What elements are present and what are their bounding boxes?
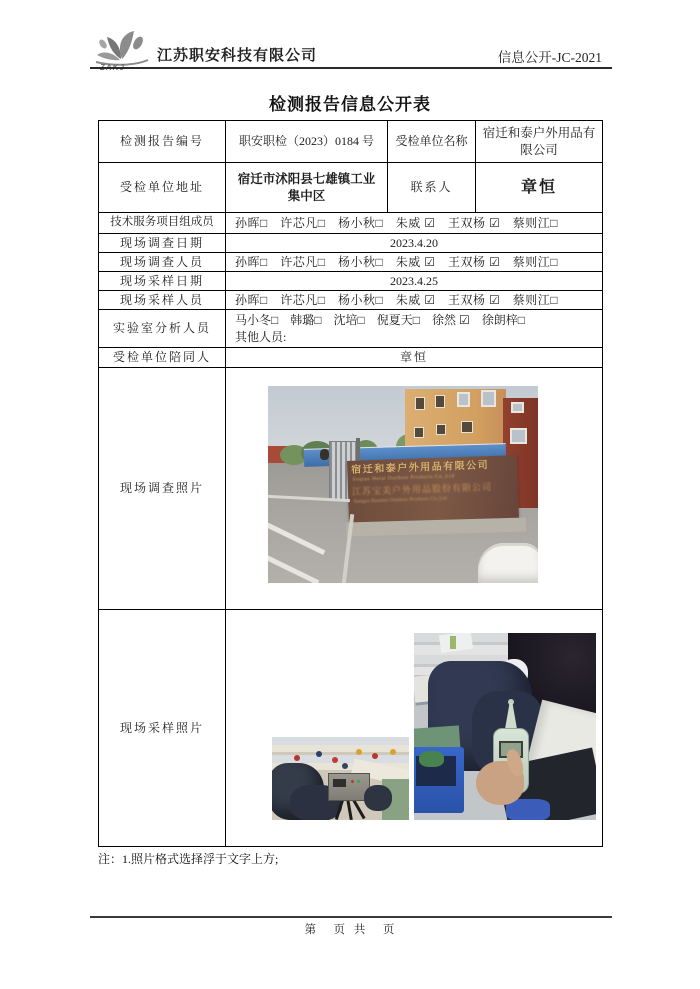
photo-worker [356, 749, 362, 755]
footnote: 注：1.照片格式选择浮于文字上方; [98, 852, 279, 866]
survey-photo-label: 现场调查照片 [99, 368, 226, 610]
sign-line-1: 宿迁和泰户外用品有限公司 [351, 460, 490, 476]
building-window [457, 392, 470, 407]
photo-worker [342, 763, 348, 769]
unit-name-value: 宿迁和泰户外用品有限公司 [476, 121, 603, 163]
photo-worker [332, 757, 338, 763]
footer-rule [90, 916, 612, 918]
team-label: 技术服务项目组成员 [99, 213, 226, 234]
address-label: 受检单位地址 [99, 163, 226, 213]
lab-staff-cell [226, 310, 603, 348]
instrument-screen [333, 779, 346, 787]
survey-date-value: 2023.4.20 [226, 234, 603, 253]
survey-photo [268, 386, 538, 583]
building-window [415, 397, 425, 410]
team-members: 孙晖□ 许芯凡□ 杨小秋□ 朱威 ☑ 王双杨 ☑ 蔡则江□ [226, 213, 603, 234]
meter-mic-cone [505, 703, 517, 729]
lab-staff-members: 马小冬□ 韩璐□ 沈培□ 倪夏天□ 徐然 ☑ 徐朗梓□ [235, 313, 525, 328]
sign-line-2: Suqian Hetai Outdoor Products Co.,Ltd [352, 473, 455, 483]
photo-worker [316, 751, 322, 757]
survey-date-label: 现场调查日期 [99, 234, 226, 253]
sampling-date-label: 现场采样日期 [99, 272, 226, 291]
unit-name-label: 受检单位名称 [388, 121, 476, 163]
survey-staff-label: 现场调查人员 [99, 253, 226, 272]
contact-label: 联系人 [388, 163, 476, 213]
photo-tripod-leg [346, 799, 353, 820]
sampling-staff-label: 现场采样人员 [99, 291, 226, 310]
escort-value: 章恒 [226, 348, 603, 368]
document-code: 信息公开-JC-2021 [497, 50, 602, 65]
building-window [511, 402, 524, 413]
report-no-label: 检测报告编号 [99, 121, 226, 163]
survey-photo-cell [226, 368, 603, 610]
sign-line-4: Jiangsu Baomei Outdoor Products Co.,Ltd [353, 495, 447, 505]
building-window [510, 428, 527, 444]
survey-staff-members: 孙晖□ 许芯凡□ 杨小秋□ 朱威 ☑ 王双杨 ☑ 蔡则江□ [226, 253, 603, 272]
photo-worker [372, 753, 378, 759]
sampling-photo-cell [226, 610, 603, 847]
sampling-photo-label: 现场采样照片 [99, 610, 226, 847]
sampling-staff-members: 孙晖□ 许芯凡□ 杨小秋□ 朱威 ☑ 王双杨 ☑ 蔡则江□ [226, 291, 603, 310]
sign-line-3: 江苏宝美户外用品股份有限公司 [351, 481, 493, 497]
building-window [414, 427, 424, 438]
contact-value: 章恒 [476, 163, 603, 213]
building-window [435, 395, 445, 408]
lab-staff-label: 实验室分析人员 [99, 310, 226, 348]
logo-leaf-icon [94, 29, 150, 67]
report-form-table [98, 120, 603, 847]
photo-bottle [450, 636, 456, 649]
page-title: 检测报告信息公开表 [269, 95, 431, 114]
other-staff-label: 其他人员: [235, 329, 287, 344]
photo-white-car [478, 543, 538, 583]
photo-blue-bin [414, 747, 464, 813]
photo-green-bag [419, 751, 444, 767]
building-window [436, 424, 446, 435]
escort-label: 受检单位陪同人 [99, 348, 226, 368]
instrument-led [351, 780, 354, 783]
photo-worker [294, 755, 300, 761]
building-window [481, 390, 496, 407]
company-name: 江苏职安科技有限公司 [157, 48, 318, 64]
instrument-led [357, 780, 360, 783]
sampling-photo-workshop [272, 737, 409, 820]
sampling-photo-meter [414, 633, 596, 820]
photo-worker-foreground [364, 785, 392, 811]
sampling-date-value: 2023.4.25 [226, 272, 603, 291]
photo-person-figure [320, 449, 329, 460]
photo-company-sign [347, 455, 519, 525]
page-number-text: 第 页 共 页 [304, 924, 398, 936]
header-rule [90, 67, 612, 69]
address-value: 宿迁市沭阳县七雄镇工业集中区 [226, 163, 388, 213]
building-window [461, 421, 473, 433]
photo-worker [390, 749, 396, 755]
report-no-value: 职安职检（2023）0184 号 [226, 121, 388, 163]
